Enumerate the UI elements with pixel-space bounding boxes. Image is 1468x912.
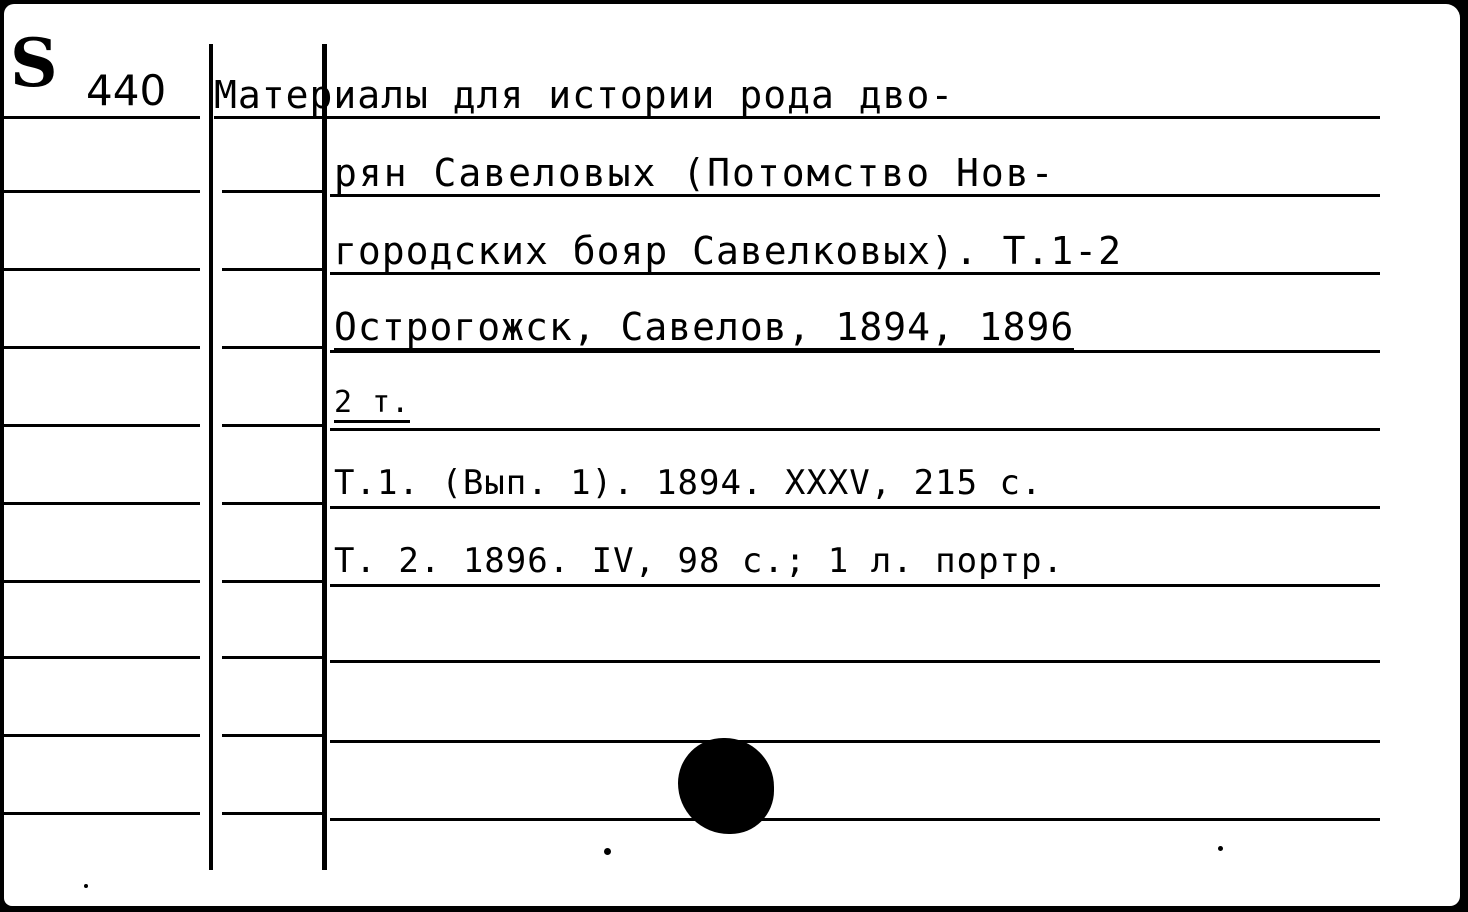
- ruled-line: [0, 734, 200, 737]
- entry-line-5: 2 т.: [334, 388, 410, 423]
- ruled-line: [330, 740, 1380, 743]
- speck: [604, 848, 611, 855]
- entry-line-4: Острогожск, Савелов, 1894, 1896: [334, 305, 1075, 349]
- ruled-line: [222, 656, 322, 659]
- ruled-line: [222, 346, 322, 349]
- ruled-line: [330, 584, 1380, 587]
- speck: [1218, 846, 1223, 851]
- entry-line-1: Материалы для истории рода дво-: [214, 73, 955, 117]
- ruled-line: [222, 580, 322, 583]
- ruled-line: [222, 812, 322, 815]
- ruled-line: [222, 502, 322, 505]
- entry-line-3: городских бояр Савелковых). Т.1-2: [334, 229, 1122, 273]
- ruled-line: [0, 424, 200, 427]
- vertical-rule: [209, 44, 213, 870]
- ruled-line: [222, 734, 322, 737]
- ruled-line: [222, 424, 322, 427]
- ruled-line: [0, 116, 200, 119]
- ruled-line: [222, 268, 322, 271]
- sigla-mark: S: [10, 24, 58, 102]
- ruled-line: [0, 580, 200, 583]
- ruled-line: [330, 660, 1380, 663]
- ruled-line: [0, 346, 200, 349]
- ruled-line: [222, 190, 322, 193]
- entry-line-2: рян Савеловых (Потомство Нов-: [334, 151, 1056, 195]
- speck: [84, 884, 88, 888]
- ruled-line: [0, 812, 200, 815]
- ruled-line: [330, 818, 1380, 821]
- ruled-line: [330, 428, 1380, 431]
- ruled-line: [0, 656, 200, 659]
- ruled-line: [0, 502, 200, 505]
- entry-line-7: Т. 2. 1896. IV, 98 с.; 1 л. портр.: [334, 541, 1064, 581]
- punch-hole: [678, 738, 774, 834]
- ruled-line: [0, 268, 200, 271]
- ruled-line: [330, 506, 1380, 509]
- ruled-line: [0, 190, 200, 193]
- entry-line-6: Т.1. (Вып. 1). 1894. XXXV, 215 с.: [334, 463, 1043, 503]
- shelfmark: 440: [86, 66, 167, 115]
- vertical-rule: [322, 44, 327, 870]
